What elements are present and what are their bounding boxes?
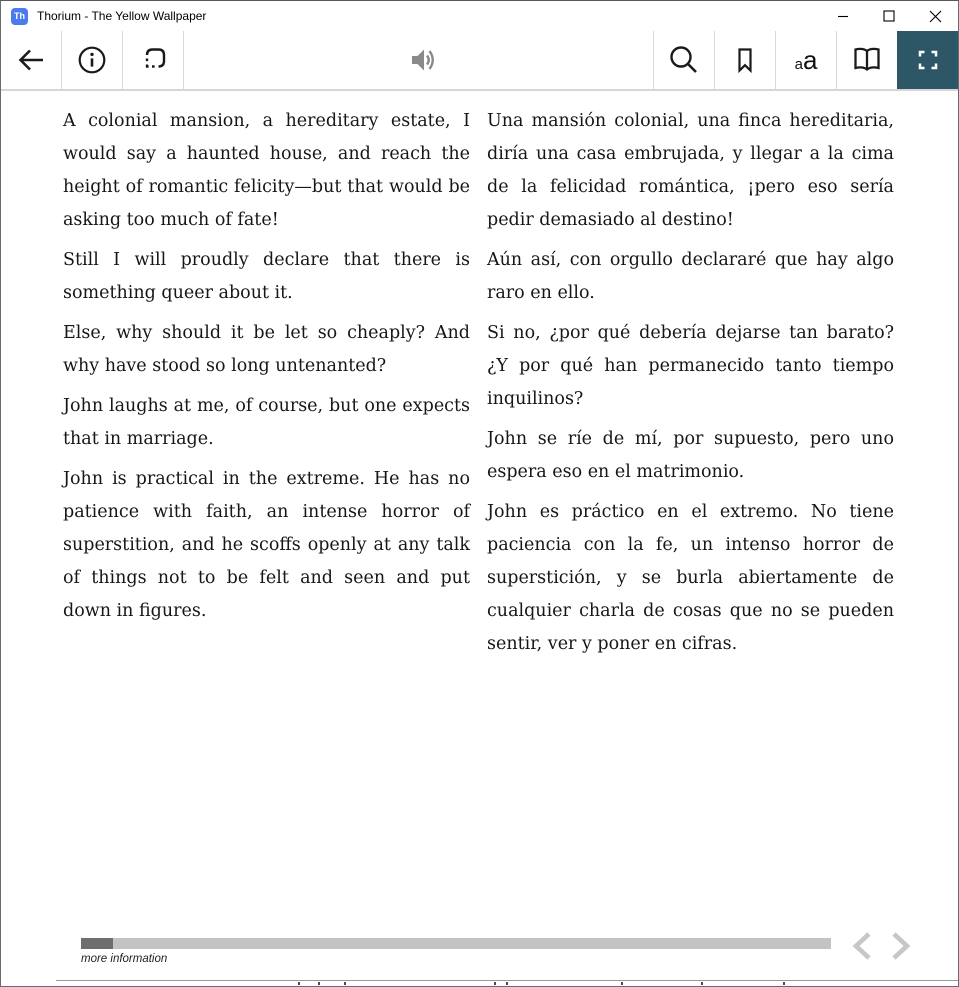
minimize-icon — [837, 10, 849, 22]
minimize-button[interactable] — [820, 1, 866, 31]
search-button[interactable] — [653, 31, 714, 89]
maximize-button[interactable] — [866, 1, 912, 31]
bookmark-button[interactable] — [714, 31, 775, 89]
toolbar-right-group — [653, 31, 958, 89]
cutoff-footer-strip — [56, 980, 958, 984]
paragraph: John laughs at me, of course, but one expects that in marriage. — [63, 396, 470, 449]
paragraph: John is practical in the extreme. He has no patience with faith, an intense horror of superstition, and he scoffs openly at any talk of things not to be felt and seen and put down in figures. — [63, 469, 470, 621]
paragraph: Una mansión colonial, una finca hereditaria, diría una casa embrujada, y llegar a la cima de la felicidad romántica, ¡pero eso sería pedir demasiado al destino! — [487, 111, 894, 230]
read-aloud-volume-button[interactable] — [404, 31, 440, 89]
reading-progress-bar[interactable] — [81, 938, 831, 949]
back-button[interactable] — [1, 31, 62, 89]
publication-info-button[interactable] — [62, 31, 123, 89]
text-settings-button[interactable] — [775, 31, 836, 89]
paragraph: John se ríe de mí, por supuesto, pero uno espera eso en el matrimonio. — [487, 429, 894, 482]
next-page-button[interactable] — [881, 926, 919, 966]
progress-fill — [81, 938, 113, 949]
paragraph: A colonial mansion, a hereditary estate, I would say a haunted house, and reach the height of romantic felicity—but that would be asking too much of fate! — [63, 111, 470, 230]
chevron-left-icon — [848, 928, 878, 964]
reading-area — [1, 93, 958, 668]
paragraph: John es práctico en el extremo. No tiene paciencia con la fe, un intenso horror de superstición, y se burla abiertamente de cualquier charla de cosas que no se pueden sentir, ver y poner en cifras. — [487, 502, 894, 654]
detach-window-button[interactable] — [123, 31, 184, 89]
close-icon — [929, 10, 942, 23]
reader-toolbar — [1, 31, 958, 91]
paragraph: Si no, ¿por qué debería dejarse tan barato? ¿Y por qué han permanecido tanto tiempo inquilinos? — [487, 323, 894, 409]
fullscreen-button[interactable] — [897, 31, 958, 89]
thorium-logo-icon: Th — [11, 8, 28, 25]
close-button[interactable] — [912, 1, 958, 31]
window-title: Thorium - The Yellow Wallpaper — [37, 9, 207, 23]
volume-icon — [406, 44, 438, 76]
spanish-column — [487, 105, 894, 668]
bookmark-icon — [730, 45, 760, 75]
paragraph: Aún así, con orgullo declararé que hay algo raro en ello. — [487, 250, 894, 303]
info-icon — [77, 45, 107, 75]
detach-window-icon — [138, 45, 168, 75]
title-bar — [1, 1, 958, 31]
previous-page-button[interactable] — [844, 926, 882, 966]
maximize-icon — [883, 10, 895, 22]
open-book-icon — [850, 43, 884, 77]
english-column — [63, 105, 470, 668]
paragraph: Else, why should it be let so cheaply? And why have stood so long untenanted? — [63, 323, 470, 376]
more-information-link[interactable]: more information — [81, 953, 168, 965]
window-controls — [820, 1, 958, 31]
search-icon — [667, 43, 701, 77]
chevron-right-icon — [885, 928, 915, 964]
back-arrow-icon — [15, 44, 47, 76]
table-of-contents-button[interactable] — [836, 31, 897, 89]
fullscreen-icon — [911, 43, 945, 77]
text-settings-icon: aa — [794, 45, 818, 75]
paragraph: Still I will proudly declare that there is something queer about it. — [63, 250, 470, 303]
toolbar-left-group — [1, 31, 184, 89]
